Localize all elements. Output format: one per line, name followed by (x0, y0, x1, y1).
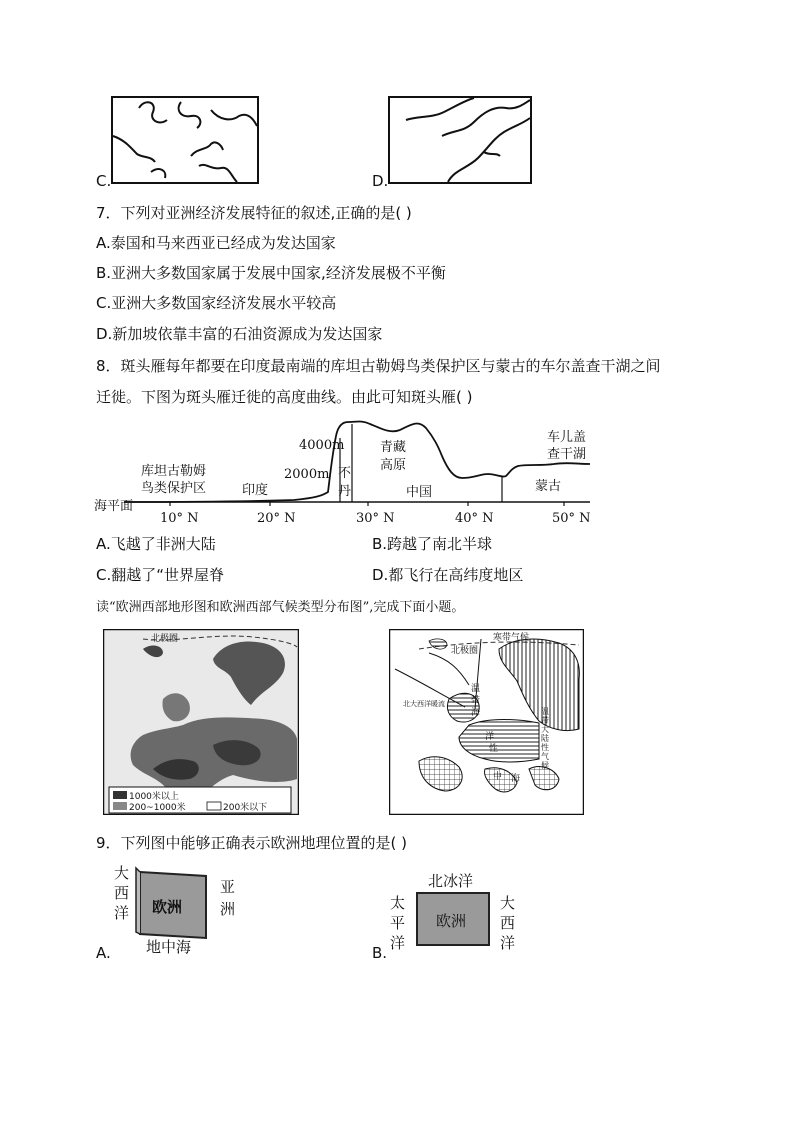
europe-terrain-map (103, 629, 299, 815)
lake-label-1: 车儿盖 (547, 430, 587, 445)
option-b-top: 北冰洋 (428, 872, 474, 890)
option-b-diagram (388, 870, 523, 960)
question-8-option-d: D.都飞行在高纬度地区 (372, 566, 524, 584)
tick-20n: 20° N (257, 511, 296, 526)
question-7-option-b: B.亚洲大多数国家属于发展中国家,经济发展极不平衡 (96, 264, 446, 282)
plateau-label-1: 青藏 (380, 440, 407, 455)
height-4000-label: 4000m (299, 438, 345, 453)
climate-label-zhong: 中 (493, 772, 503, 782)
climate-arctic-label: 北极圈 (451, 646, 479, 656)
option-d-label: D. (372, 172, 389, 190)
question-8-option-c: C.翻越了“世界屋脊 (96, 566, 225, 584)
option-a-left-3: 洋 (114, 904, 130, 922)
bhutan-label-1: 不 (338, 466, 352, 481)
option-b-label: B. (372, 944, 388, 962)
tick-50n: 50° N (552, 511, 591, 526)
climate-label-continental: 温带大陆性气候 (541, 707, 549, 770)
question-7-option-d: D.新加坡依靠丰富的石油资源成为发达国家 (96, 325, 383, 343)
climate-map-graphic (389, 629, 584, 815)
climate-label-yang: 洋 (485, 732, 495, 742)
option-a-right-1: 亚 (220, 878, 236, 896)
legend-above-1000: 1000米以上 (129, 792, 179, 802)
migration-altitude-profile (94, 416, 599, 528)
legend-below-200: 200米以下 (223, 803, 268, 813)
option-b-right-2: 西 (500, 914, 516, 932)
option-b-left-3: 洋 (390, 934, 406, 952)
option-b-right-3: 洋 (500, 934, 516, 952)
height-2000-label: 2000m (284, 467, 330, 482)
option-b-center: 欧洲 (436, 912, 467, 930)
option-a-bottom: 地中海 (146, 938, 192, 956)
option-a-diagram (108, 862, 258, 958)
section-intro: 读“欧洲西部地形图和欧洲西部气候类型分布图”,完成下面小题。 (96, 600, 465, 615)
mongolia-label: 蒙古 (535, 479, 562, 494)
option-c-label: C. (96, 172, 112, 190)
option-a-right-2: 洲 (220, 900, 236, 918)
question-8-stem-line2: 迁徙。下图为斑头雁迁徙的高度曲线。由此可知斑头雁( ) (96, 388, 473, 406)
climate-label-dai: 带 (471, 696, 481, 706)
option-b-left-2: 平 (390, 914, 406, 932)
question-8-stem-line1: 8．斑头雁每年都要在印度最南端的库坦古勒姆鸟类保护区与蒙古的车尔盖查干湖之间 (96, 357, 661, 375)
climate-label-sea: 海 (511, 774, 521, 784)
option-a-center: 欧洲 (152, 898, 183, 916)
climate-label-xing: 性 (489, 744, 499, 754)
climate-label-wen: 温 (471, 684, 481, 694)
map-c-rivers (111, 96, 259, 184)
option-a-left-2: 西 (114, 884, 130, 902)
terrain-arctic-label: 北极圈 (151, 634, 179, 644)
legend-200-1000: 200~1000米 (129, 803, 186, 813)
lake-label-2: 查干湖 (547, 447, 587, 462)
tick-40n: 40° N (455, 511, 494, 526)
option-b-right-1: 大 (500, 894, 516, 912)
bhutan-label-2: 丹 (338, 484, 352, 499)
question-7-stem: 7．下列对亚洲经济发展特征的叙述,正确的是( ) (96, 204, 412, 222)
map-d (388, 96, 532, 184)
climate-label-polar: 寒带气候 (493, 633, 530, 643)
europe-climate-map (389, 629, 584, 815)
terrain-map-graphic (103, 629, 299, 815)
start-label-line1: 库坦古勒姆 (141, 464, 207, 479)
india-label: 印度 (242, 483, 269, 498)
climate-label-current: 北大西洋暖流 (403, 700, 445, 708)
tick-10n: 10° N (160, 511, 199, 526)
climate-label-hai: 海 (471, 708, 481, 718)
start-label-line2: 鸟类保护区 (141, 481, 207, 496)
question-8-option-a: A.飞越了非洲大陆 (96, 535, 216, 553)
tick-30n: 30° N (356, 511, 395, 526)
question-8-option-b: B.跨越了南北半球 (372, 535, 493, 553)
question-7-option-c: C.亚洲大多数国家经济发展水平较高 (96, 294, 337, 312)
question-9-stem: 9．下列图中能够正确表示欧洲地理位置的是( ) (96, 834, 408, 852)
china-label: 中国 (406, 485, 433, 500)
plateau-label-2: 高原 (380, 458, 407, 473)
option-b-left-1: 太 (390, 894, 406, 912)
option-a-label: A. (96, 944, 111, 962)
map-d-rivers (388, 96, 532, 184)
option-a-left-1: 大 (114, 864, 130, 882)
map-c (111, 96, 259, 184)
sea-level-label: 海平面 (94, 499, 134, 514)
question-7-option-a: A.泰国和马来西亚已经成为发达国家 (96, 234, 336, 252)
